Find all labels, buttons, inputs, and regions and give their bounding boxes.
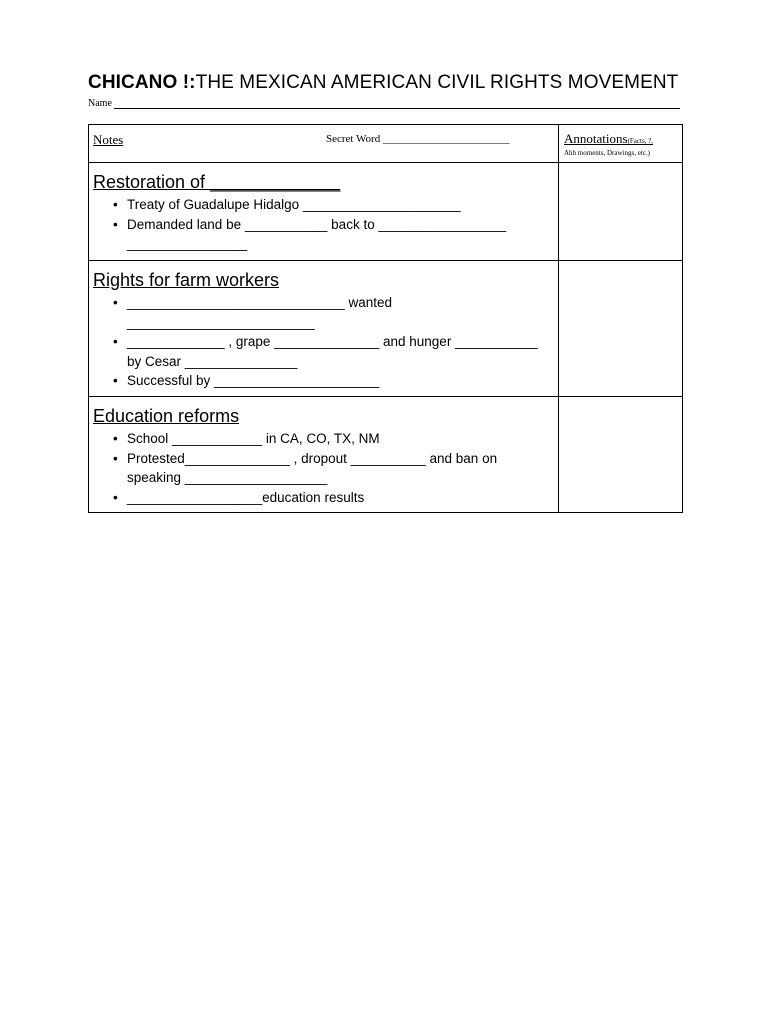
annotation-cell[interactable] bbox=[559, 261, 683, 397]
annotations-label bbox=[564, 131, 653, 147]
title-rest: THE MEXICAN AMERICAN CIVIL RIGHTS MOVEMENT bbox=[195, 72, 679, 93]
list-item[interactable]: • Demanded land be ___________ back to _________________ ________________ bbox=[127, 215, 554, 254]
secret-word-field[interactable]: Secret Word _______________________ bbox=[326, 133, 510, 145]
section-cell-farm-workers bbox=[89, 261, 559, 397]
notes-label: Notes bbox=[93, 132, 124, 147]
notes-header-cell bbox=[89, 125, 559, 163]
notes-table bbox=[88, 124, 683, 513]
section-heading: Education reforms bbox=[93, 406, 240, 426]
list-item[interactable]: • __________________education results bbox=[127, 488, 554, 508]
annotations-header-cell bbox=[559, 125, 683, 163]
name-label: Name bbox=[88, 98, 112, 109]
bullet-list bbox=[93, 429, 554, 507]
annotations-note-1: (Facts, ?, bbox=[627, 137, 654, 145]
list-item[interactable]: • _____________ , grape ______________ and hunger ___________ by Cesar _______________ bbox=[127, 332, 554, 371]
annotation-cell[interactable] bbox=[559, 163, 683, 261]
list-item[interactable]: • Protested______________ , dropout __________ and ban on speaking ___________________ bbox=[127, 449, 554, 488]
annotation-cell[interactable] bbox=[559, 397, 683, 513]
bullet-list bbox=[93, 195, 554, 254]
list-item[interactable]: • Successful by ______________________ bbox=[127, 371, 554, 391]
name-blank-line[interactable] bbox=[114, 96, 680, 109]
section-cell-restoration bbox=[89, 163, 559, 261]
title-bold: CHICANO !: bbox=[88, 72, 196, 93]
annotations-note-2: Ahh moments, Drawings, etc.) bbox=[564, 149, 650, 157]
bullet-list bbox=[93, 293, 554, 391]
section-heading: Restoration of _____________ bbox=[93, 172, 341, 192]
list-item[interactable]: • Treaty of Guadalupe Hidalgo _____________________ bbox=[127, 195, 554, 215]
section-heading: Rights for farm workers bbox=[93, 270, 280, 290]
name-field[interactable] bbox=[88, 96, 680, 109]
list-item[interactable]: • _____________________________ wanted _________________________ bbox=[127, 293, 554, 332]
list-item[interactable]: • School ____________ in CA, CO, TX, NM bbox=[127, 429, 554, 449]
annotations-label-text: Annotations bbox=[564, 131, 628, 146]
worksheet-title bbox=[88, 72, 678, 94]
section-cell-education bbox=[89, 397, 559, 513]
